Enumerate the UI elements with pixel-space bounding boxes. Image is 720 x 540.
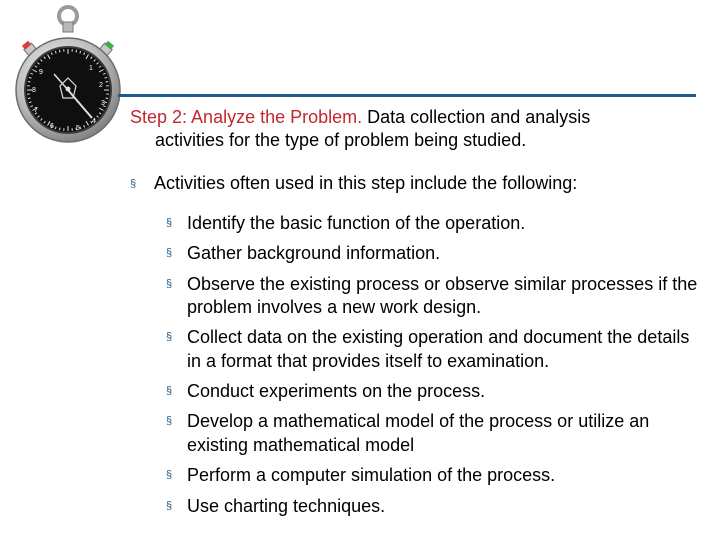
dial-number: 1 (89, 65, 93, 72)
bullet-icon: § (166, 385, 173, 398)
dial-tick (106, 81, 108, 82)
bullet-icon: § (166, 217, 173, 229)
list-item (166, 380, 700, 404)
list-item (166, 410, 700, 457)
list-item (166, 273, 700, 320)
title-divider (118, 94, 696, 97)
step-title: Step 2: Analyze the Problem. (130, 107, 363, 127)
list-item (166, 212, 700, 236)
list-item (166, 495, 700, 519)
bullet-icon: § (166, 415, 173, 428)
dial-number: 2 (99, 82, 103, 89)
dial-tick (28, 98, 30, 99)
list-item (166, 464, 700, 488)
dial-number: 4 (92, 118, 96, 125)
bullet-icon: § (166, 469, 173, 482)
dial-tick (59, 50, 60, 52)
slide-heading (130, 106, 700, 152)
bullet-icon: § (166, 247, 173, 260)
stopwatch-icon (12, 2, 124, 152)
list-item-text: Collect data on the existing operation and document the details in a format that provides itself to examination. (187, 327, 690, 371)
dial-tick (106, 98, 108, 99)
bullet-icon: § (166, 277, 173, 290)
bullet-icon: § (166, 331, 173, 344)
list-item (166, 326, 700, 373)
dial-number: 7 (34, 107, 38, 114)
dial-tick (28, 81, 30, 82)
list-item-text: Identify the basic function of the operation. (187, 213, 526, 233)
heading-text: Data collection and analysis (362, 107, 591, 127)
main-bullet (130, 172, 700, 196)
bullet-icon: § (130, 178, 137, 190)
dial-number: 5 (76, 125, 80, 132)
list-item-text: Perform a computer simulation of the process. (187, 465, 556, 486)
list-item-text: Develop a mathematical model of the process or utilize an existing mathematical model (187, 411, 650, 455)
bullet-icon: § (166, 499, 173, 512)
sub-bullet-list (166, 212, 700, 525)
dial-number: 6 (50, 123, 54, 130)
dial-number: 8 (32, 87, 36, 94)
list-item (166, 242, 700, 266)
list-item-text: Use charting techniques. (187, 495, 386, 516)
dial-tick (76, 50, 77, 52)
dial-number: 9 (39, 69, 43, 76)
heading-text-continued: activities for the type of problem being studied. (155, 130, 527, 150)
list-item-text: Conduct experiments on the process. (187, 381, 486, 402)
list-item-text: Observe the existing process or observe similar processes if the problem involves a new work design. (187, 273, 698, 318)
list-item-text: Gather background information. (187, 243, 441, 264)
main-bullet-text: Activities often used in this step include the following: (154, 173, 578, 193)
dial-number: 3 (101, 100, 105, 107)
dial-tick (59, 128, 60, 130)
